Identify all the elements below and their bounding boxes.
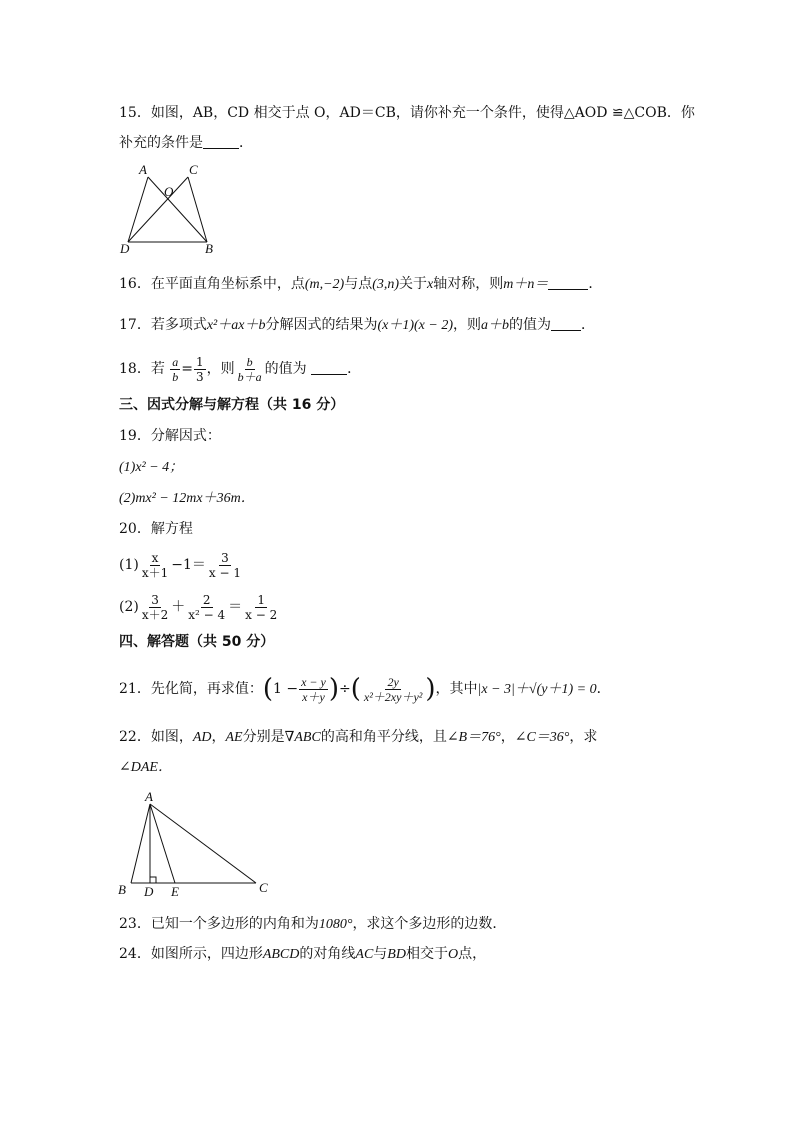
q20-item-1 — [119, 548, 244, 582]
q22-figure — [113, 786, 283, 898]
q18-fraction-target — [236, 355, 264, 384]
section-3-heading: 三、因式分解与解方程（共 16 分） — [119, 397, 345, 413]
q24-text-3: 与 — [373, 946, 388, 962]
q16-point-2: (3,n) — [372, 277, 400, 292]
q20-i2-equals: ＝ — [228, 599, 243, 615]
q22-AE: AE — [225, 730, 243, 745]
q22-text-4: ， — [500, 729, 515, 745]
q17-end: ． — [580, 317, 595, 333]
q20-i2-fraction-3 — [243, 593, 279, 622]
q24-O: O — [447, 947, 459, 962]
q22-line1 — [119, 727, 597, 748]
q20-i1-middle: −1＝ — [171, 557, 206, 573]
q22-label-A: A — [145, 789, 153, 804]
q17-text-2: 分解因式的结果为 — [265, 317, 378, 333]
q21-f2-numerator: 2y — [387, 674, 399, 689]
q18-f2-denominator: 3 — [196, 369, 204, 384]
q20-i2-f1-denominator: x＋2 — [141, 607, 169, 622]
q21-condition: |x − 3|＋√(y＋1) = 0 — [477, 682, 597, 697]
q22-label-D: D — [144, 884, 154, 898]
q20-i2-f3-denominator: x − 2 — [245, 607, 278, 622]
q16-axis: x — [427, 277, 434, 292]
q22-text-5: ，求 — [569, 729, 598, 745]
q18-f1-numerator: a — [172, 354, 179, 369]
q18-text-3: 的值为 — [264, 361, 307, 377]
q19-item-1: (1)x² − 4； — [119, 460, 184, 475]
q15-label-O: O — [164, 184, 174, 199]
q22-line2: ∠DAE． — [119, 760, 172, 775]
q17-text-3: ，则 — [452, 317, 481, 333]
q23-angle-sum: 1080° — [318, 917, 353, 932]
q19-title: 19．分解因式： — [119, 428, 221, 444]
q18-answer-blank — [311, 360, 347, 375]
q22-label-C: C — [259, 880, 268, 895]
q22-AD: AD — [192, 730, 212, 745]
q21 — [119, 672, 611, 707]
q22-comma: ， — [211, 729, 226, 745]
q20-i2-f2-numerator: 2 — [202, 592, 211, 607]
q17-expression: a＋b — [480, 318, 509, 333]
q18-f2-numerator: 1 — [196, 354, 204, 369]
q22-text-1: 22．如图， — [119, 729, 193, 745]
q15-label-C: C — [189, 162, 198, 177]
q15-figure — [115, 160, 225, 258]
q21-text-1: 21．先化简，再求值： — [119, 681, 263, 697]
q22-right-angle-mark — [150, 877, 156, 883]
q19-item-2: (2)mx² − 12mx＋36m． — [119, 491, 255, 506]
q21-left-paren-2: ( — [350, 674, 361, 704]
q22-angle-C: ∠C＝36° — [514, 730, 570, 745]
q22-label-B: B — [118, 882, 126, 897]
q23 — [119, 914, 506, 935]
q23-text-1: 23．已知一个多边形的内角和为 — [119, 916, 319, 932]
q21-fraction-2 — [362, 675, 425, 704]
q24-AC: AC — [355, 947, 374, 962]
q18-equals: = — [181, 361, 194, 377]
q17-answer-blank — [551, 316, 581, 331]
q15-end: ． — [239, 135, 253, 151]
q21-text-2: ，其中 — [435, 681, 478, 697]
q21-right-paren-1: ) — [328, 674, 339, 704]
q16-text-3: 关于 — [399, 276, 428, 292]
q20-i1-fraction-2 — [207, 551, 243, 580]
q20-i2-f1-numerator: 3 — [151, 592, 159, 607]
q16-point-1: (m,−2) — [304, 277, 345, 292]
q16-end: ． — [588, 276, 603, 292]
q20-i2-fraction-1 — [140, 593, 170, 622]
q20-item-2 — [119, 590, 280, 624]
q21-one-minus: 1 − — [272, 681, 299, 697]
q16-text-1: 16．在平面直角坐标系中，点 — [119, 276, 305, 292]
q24-quadrilateral: ABCD — [262, 947, 300, 962]
q20-i2-f2-denominator: x² − 4 — [188, 607, 226, 622]
section-4-heading: 四、解答题（共 50 分） — [119, 634, 275, 650]
q15-label-B: B — [205, 241, 213, 256]
q18-f3-numerator: b — [246, 354, 253, 369]
q20-i1-f1-denominator: x＋1 — [141, 565, 169, 580]
q15-label-D: D — [120, 241, 130, 256]
q15-line1: 15．如图，AB，CD 相交于点 O，AD＝CB，请你补充一个条件，使得△AOD ≌△COB．你 — [119, 105, 695, 121]
q17-text-1: 17．若多项式 — [119, 317, 207, 333]
q21-fraction-1 — [299, 675, 328, 704]
q21-f2-denominator: x²＋2xy＋y² — [363, 689, 423, 704]
q21-left-paren-1: ( — [262, 674, 273, 704]
q18-f3-denominator: b＋a — [237, 369, 262, 384]
q23-text-2: ，求这个多边形的边数． — [352, 916, 507, 932]
q24 — [119, 944, 486, 965]
q15-answer-blank — [203, 134, 239, 149]
q17-text-4: 的值为 — [508, 317, 551, 333]
q15-segment-AD — [128, 177, 148, 242]
q16-text-2: 与点 — [344, 276, 373, 292]
q22-triangle: ∇ABC — [284, 730, 321, 745]
q20-item-1-label: (1) — [119, 557, 139, 573]
q21-divide: ÷ — [338, 681, 351, 697]
q15-segment-CD — [128, 177, 188, 242]
q24-text-5: 点， — [458, 946, 487, 962]
q20-i2-fraction-2 — [186, 593, 227, 622]
q18-fraction-a-over-b — [170, 355, 180, 384]
q16-answer-blank — [548, 275, 588, 290]
q22-bisector-AE — [150, 804, 175, 883]
q20-title: 20．解方程 — [119, 521, 193, 537]
q15-label-A: A — [139, 162, 147, 177]
q24-text-2: 的对角线 — [299, 946, 356, 962]
q18-text-2: ，则 — [206, 361, 235, 377]
q16-expression: m＋n＝ — [503, 277, 549, 292]
q20-item-2-label: (2) — [119, 599, 139, 615]
q22-angle-B: ∠B＝76° — [446, 730, 501, 745]
q22-text-2: 分别是 — [242, 729, 285, 745]
q20-i1-fraction-1 — [140, 551, 170, 580]
q20-i1-f1-numerator: x — [151, 550, 159, 565]
q20-i2-plus: ＋ — [171, 599, 186, 615]
q18-fraction-one-third — [194, 355, 206, 384]
q22-label-E: E — [171, 884, 179, 898]
q22-text-3: 的高和角平分线，且 — [320, 729, 447, 745]
q15-segment-AB — [148, 177, 207, 242]
q15-line2 — [119, 133, 253, 153]
q17-polynomial: x²＋ax＋b — [206, 318, 266, 333]
q18 — [119, 352, 361, 386]
q16 — [119, 274, 602, 295]
q24-BD: BD — [387, 947, 406, 962]
q21-f1-numerator: x − y — [301, 674, 326, 689]
q21-end: ． — [596, 681, 611, 697]
q18-f1-denominator: b — [172, 369, 179, 384]
q18-end: ． — [347, 361, 362, 377]
q20-i1-f2-denominator: x − 1 — [208, 565, 241, 580]
q21-f1-denominator: x＋y — [302, 689, 325, 704]
q15-prompt: 补充的条件是 — [119, 135, 203, 151]
q16-text-4: 轴对称，则 — [433, 276, 504, 292]
q21-right-paren-2: ) — [425, 674, 436, 704]
q20-i1-f2-numerator: 3 — [221, 550, 229, 565]
q24-text-4: 相交于 — [405, 946, 448, 962]
q17 — [119, 315, 595, 336]
q24-text-1: 24．如图所示，四边形 — [119, 946, 263, 962]
q22-segment-AC — [150, 804, 256, 883]
q20-i2-f3-numerator: 1 — [257, 592, 266, 607]
q18-text-1: 18．若 — [119, 361, 165, 377]
q17-factored-result: (x＋1)(x − 2) — [377, 318, 453, 333]
q22-segment-AB — [131, 804, 150, 883]
